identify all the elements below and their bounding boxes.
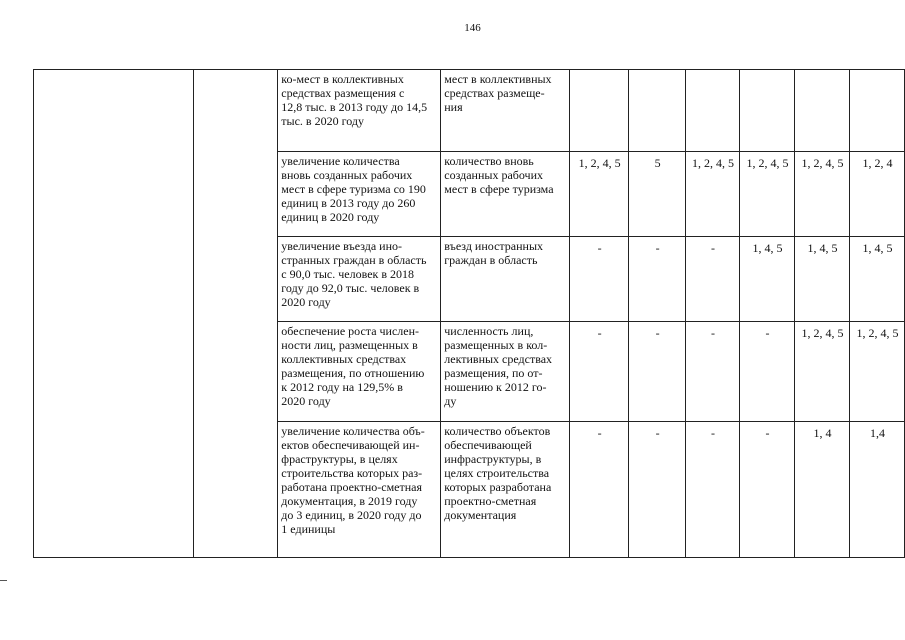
indicator-cell-line: мест в сфере туризма со 190 [281,182,426,196]
indicator-cell-line: году до 92,0 тыс. человек в [281,281,420,295]
year-value-cell: - [629,322,686,422]
task-cell [193,322,278,422]
goal-cell [34,422,194,558]
indicator-cell-line: ектов обеспечивающей ин- [281,438,420,452]
measure-cell-line: численность лиц, [444,324,534,338]
indicator-cell-line: работана проектно-сметная [281,480,423,494]
year-value-cell: - [629,237,686,322]
year-value-cell: - [739,422,794,558]
year-value-cell [794,70,849,152]
year-value-cell: 1, 2, 4, 5 [686,152,740,237]
year-value-cell: - [686,322,740,422]
year-value-cell [739,70,794,152]
indicator-cell-line: 2020 году [281,295,331,309]
year-value-cell: - [629,422,686,558]
indicator-cell-line: 12,8 тыс. в 2013 году до 14,5 [281,100,428,114]
table-row [34,152,905,237]
year-value-cell: 1, 4, 5 [849,237,904,322]
measure-cell-line: количество вновь [444,154,534,168]
measure-cell [441,322,570,422]
year-value-cell [686,70,740,152]
measure-cell-line: ния [444,100,463,114]
indicator-cell-line: увеличение количества объ- [281,424,425,438]
measure-cell-line: инфраструктуры, в [444,452,542,466]
table-row [34,322,905,422]
measure-cell-line: обеспечивающей [444,438,532,452]
indicator-cell-line: увеличение количества [281,154,400,168]
indicator-cell-line: увеличение въезда ино- [281,239,402,253]
measure-cell-line: документация [444,508,517,522]
year-value-cell [570,70,629,152]
indicator-cell-line: обеспечение роста числен- [281,324,420,338]
indicator-cell-line: фраструктуры, в целях [281,452,398,466]
measure-cell-line: размещения, по от- [444,366,543,380]
indicator-cell [278,70,441,152]
measure-cell-line: мест в сфере туризма [444,182,554,196]
measure-cell-line: граждан в область [444,253,538,267]
indicator-cell-line: странных граждан в область [281,253,427,267]
measure-cell-line: ду [444,394,457,408]
measure-cell-line: которых разработана [444,480,552,494]
measure-cell-line: размещенных в кол- [444,338,548,352]
indicator-cell [278,152,441,237]
year-value-cell [849,70,904,152]
indicator-cell-line: ко-мест в коллективных [281,72,404,86]
year-value-cell: 1, 2, 4, 5 [570,152,629,237]
indicator-cell-line: единиц в 2013 году до 260 [281,196,416,210]
measure-cell-line: ношению к 2012 го- [444,380,547,394]
indicator-cell-line: 2020 году [281,394,331,408]
year-value-cell: 1, 2, 4, 5 [849,322,904,422]
indicator-cell-line: размещения, по отношению [281,366,425,380]
indicator-cell-line: до 3 единиц, в 2020 году до [281,508,422,522]
indicator-cell [278,237,441,322]
indicator-cell-line: коллективных средствах [281,352,407,366]
year-value-cell: 1,4 [849,422,904,558]
indicator-cell-line: ности лиц, размещенных в [281,338,418,352]
measure-cell-line: целях строительства [444,466,550,480]
indicator-cell-line: единиц в 2020 году [281,210,380,224]
indicator-cell-line: к 2012 году на 129,5% в [281,380,403,394]
indicator-cell-line: документация, в 2019 году [281,494,418,508]
indicator-cell [278,322,441,422]
year-value-cell: 1, 2, 4, 5 [739,152,794,237]
measure-cell-line: созданных рабочих [444,168,544,182]
measure-cell [441,152,570,237]
goal-cell [34,237,194,322]
table-row [34,237,905,322]
indicator-cell-line: с 90,0 тыс. человек в 2018 [281,267,415,281]
indicator-cell-line: 1 единицы [281,522,336,536]
indicator-cell-line: вновь созданных рабочих [281,168,413,182]
measure-cell-line: лективных средствах [444,352,553,366]
measure-cell-line: средствах размеще- [444,86,545,100]
goal-cell [34,70,194,152]
goal-cell [34,322,194,422]
indicator-cell-line: средствах размещения с [281,86,405,100]
measure-cell [441,237,570,322]
year-value-cell: 1, 4, 5 [739,237,794,322]
program-indicators-table [33,69,905,558]
year-value-cell: 1, 2, 4, 5 [794,152,849,237]
margin-mark [0,580,7,581]
year-value-cell: - [570,422,629,558]
year-value-cell: - [570,322,629,422]
year-value-cell: - [570,237,629,322]
year-value-cell: - [686,422,740,558]
measure-cell [441,422,570,558]
measure-cell-line: мест в коллективных [444,72,552,86]
task-cell [193,152,278,237]
measure-cell [441,70,570,152]
indicator-cell-line: тыс. в 2020 году [281,114,364,128]
year-value-cell: - [686,237,740,322]
goal-cell [34,152,194,237]
page-number: 146 [464,22,481,34]
measure-cell-line: количество объектов [444,424,551,438]
year-value-cell: 1, 2, 4, 5 [794,322,849,422]
indicator-cell-line: строительства которых раз- [281,466,423,480]
year-value-cell: 1, 2, 4 [849,152,904,237]
year-value-cell: 1, 4 [794,422,849,558]
year-value-cell [629,70,686,152]
year-value-cell: - [739,322,794,422]
year-value-cell: 1, 4, 5 [794,237,849,322]
measure-cell-line: проектно-сметная [444,494,537,508]
task-cell [193,70,278,152]
measure-cell-line: въезд иностранных [444,239,544,253]
table-row [34,70,905,152]
task-cell [193,422,278,558]
table-row [34,422,905,558]
task-cell [193,237,278,322]
year-value-cell: 5 [629,152,686,237]
indicator-cell [278,422,441,558]
